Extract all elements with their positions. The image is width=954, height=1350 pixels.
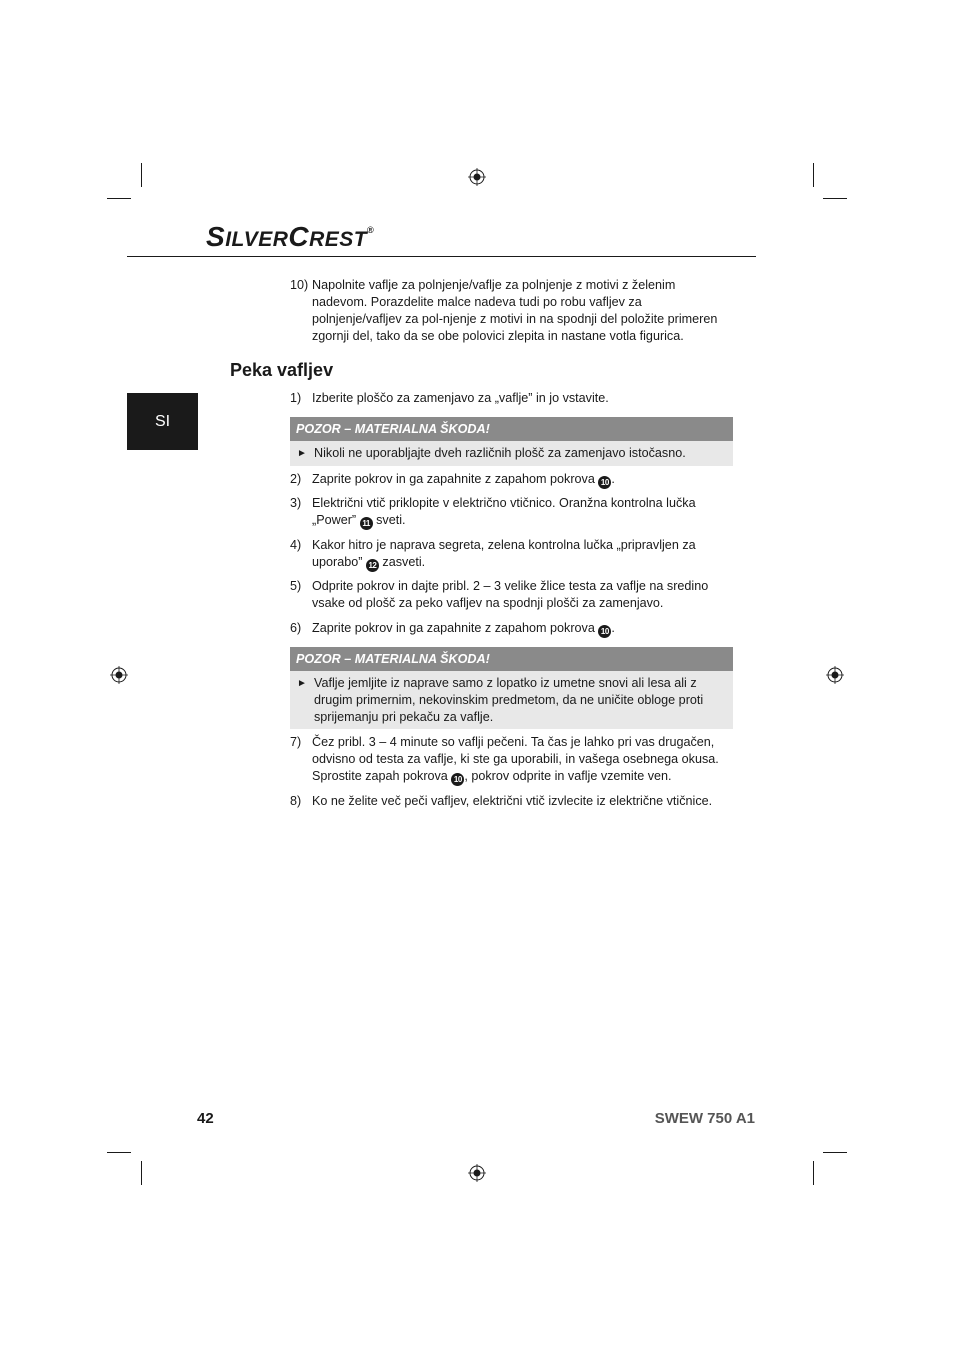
step-text: Napolnite vaflje za polnjenje/vaflje za polnjenje z motivi z želenim nadevom. Porazdelite malce nadeva tudi po robu vafljev za polnjenje/vafljev za pol-njenje z motivi in na spodnji del položite primeren zgornji del, tako da se obe polovici zlepita in nastane votla figurica. [312, 278, 718, 343]
step-text: Električni vtič priklopite v električno vtičnico. Oranžna kontrolna lučka „Power” [312, 496, 696, 527]
step-number: 10) [290, 278, 309, 292]
model-number: SWEW 750 A1 [654, 1110, 755, 1127]
part-reference-badge: 11 [360, 517, 373, 530]
step-number: 3) [290, 496, 302, 510]
bullet-arrow-icon: ► [297, 448, 307, 459]
step-number: 8) [290, 794, 302, 808]
part-reference-badge: 10 [598, 476, 611, 489]
warning-text: Nikoli ne uporabljajte dveh različnih plošč za zamenjavo istočasno. [314, 446, 686, 460]
step-1 [290, 390, 730, 407]
brand-logo: SILVERCREST® [206, 221, 375, 252]
section-title: Peka vafljev [230, 360, 334, 380]
step-number: 2) [290, 472, 302, 486]
step-5 [290, 578, 730, 612]
crop-mark [107, 1152, 131, 1153]
step-10 [290, 277, 730, 345]
step-number: 6) [290, 621, 302, 635]
crop-mark [141, 1161, 142, 1185]
step-text: Zaprite pokrov in ga zapahnite z zapahom pokrova [312, 472, 595, 486]
warning-heading: POZOR – MATERIALNA ŠKODA! [290, 417, 733, 441]
step-number: 1) [290, 391, 302, 405]
part-reference-badge: 12 [366, 559, 379, 572]
step-number: 7) [290, 735, 302, 749]
warning-heading: POZOR – MATERIALNA ŠKODA! [290, 647, 733, 671]
language-tab: SI [127, 393, 198, 450]
step-text: Čez pribl. 3 – 4 minute so vaflji pečeni. Ta čas je lahko pri vas drugačen, odvisno od testa za vaflje, ki ste ga uporabili, in vašega osebnega okusa. Sprostite zapah pokrova [312, 735, 719, 783]
step-text: Ko ne želite več peči vafljev, električni vtič izvlecite iz električne vtičnice. [312, 794, 713, 808]
registration-mark-icon [110, 666, 128, 684]
step-text: Izberite ploščo za zamenjavo za „vaflje” in jo vstavite. [312, 391, 609, 405]
part-reference-badge: 10 [451, 773, 464, 786]
step-number: 5) [290, 579, 302, 593]
step-4: 4) Kakor hitro je naprava segreta, zelena kontrolna lučka „pripravljen za uporabo” 12 zasveti. [290, 538, 696, 570]
registration-mark-icon [468, 1164, 486, 1182]
warning-body [290, 441, 733, 466]
page-number: 42 [197, 1110, 214, 1127]
crop-mark [107, 198, 131, 199]
crop-mark [813, 163, 814, 187]
step-3: 3) Električni vtič priklopite v električno vtičnico. Oranžna kontrolna lučka „Power” 11 sveti. [290, 496, 696, 528]
step-text: Zaprite pokrov in ga zapahnite z zapahom pokrova [312, 621, 595, 635]
header-rule [127, 256, 756, 257]
step-8 [290, 793, 730, 810]
crop-mark [141, 163, 142, 187]
registration-mark-icon [468, 168, 486, 186]
step-number: 4) [290, 538, 302, 552]
step-text: Kakor hitro je naprava segreta, zelena kontrolna lučka „pripravljen za uporabo” [312, 538, 696, 569]
crop-mark [823, 198, 847, 199]
warning-text: Vaflje jemljite iz naprave samo z lopatko iz umetne snovi ali lesa ali z drugim primernim, nekovinskim predmetom, da ne uničite obloge proti sprijemanju pri pekaču za vaflje. [314, 676, 704, 724]
part-reference-badge: 10 [598, 625, 611, 638]
warning-body [290, 671, 733, 729]
crop-mark [813, 1161, 814, 1185]
registration-mark-icon [826, 666, 844, 684]
step-text: Odprite pokrov in dajte pribl. 2 – 3 velike žlice testa za vaflje na sredino vsake od plošč za peko vafljev na spodnji plošči za zamenjavo. [312, 579, 709, 610]
bullet-arrow-icon: ► [297, 678, 307, 689]
step-6: 6) Zaprite pokrov in ga zapahnite z zapahom pokrova 10 . [290, 621, 615, 636]
step-7: 7) Čez pribl. 3 – 4 minute so vaflji pečeni. Ta čas je lahko pri vas drugačen, odvisno od testa za vaflje, ki ste ga uporabili, in vašega osebnega okusa. Sprostite zapah pokrova 10 , pokrov odprite in vaflje vzemite ven. [290, 735, 719, 784]
step-2: 2) Zaprite pokrov in ga zapahnite z zapahom pokrova 10 . [290, 472, 615, 487]
crop-mark [823, 1152, 847, 1153]
